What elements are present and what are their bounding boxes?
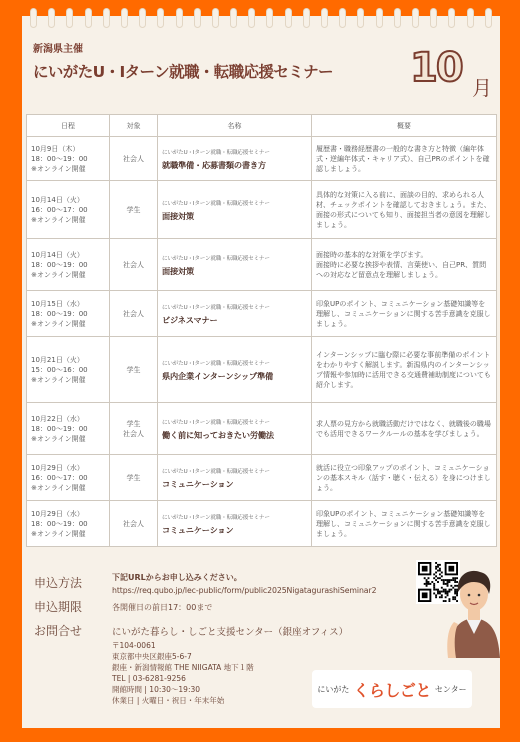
binder-ring bbox=[485, 8, 492, 28]
event-date: 10月15日（水） 18：00～19：00 ※オンライン開催 bbox=[27, 291, 110, 337]
event-name: コミュニケーション bbox=[162, 478, 234, 489]
binder-ring bbox=[85, 8, 92, 28]
table-row bbox=[27, 455, 497, 501]
event-target: 社会人 bbox=[110, 137, 158, 181]
event-summary: 具体的な対策に入る前に、面談の目的、求められる人材、チェックポイントを確認しておきましょう。また、面接の形式についても知り、面接担当者の意図を理解しましょう。 bbox=[312, 181, 497, 239]
binder-ring bbox=[212, 8, 219, 28]
event-target: 社会人 bbox=[110, 501, 158, 547]
table-row bbox=[27, 137, 497, 181]
table-row bbox=[27, 501, 497, 547]
logo-main: くらしごと bbox=[353, 680, 431, 700]
table-row bbox=[27, 403, 497, 455]
closed-days-line: 休業日 | 火曜日・祝日・年末年始 bbox=[112, 696, 225, 705]
table-row bbox=[27, 181, 497, 239]
table-header-row bbox=[27, 115, 497, 137]
person-illustration-icon bbox=[444, 562, 502, 658]
event-summary: 印象UPのポイント、コミュニケーション基礎知識等を理解し、コミュニケーションに関する苦手意識を克服しましょう。 bbox=[312, 291, 497, 337]
hours-line: 開館時間 | 10:30～19:30 bbox=[112, 685, 201, 694]
binder-ring bbox=[467, 8, 474, 28]
event-name-cell bbox=[158, 239, 312, 291]
table-row bbox=[27, 239, 497, 291]
event-name: 面接対策 bbox=[162, 265, 194, 276]
binder-ring bbox=[357, 8, 364, 28]
event-date: 10月14日（火） 18：00～19：00 ※オンライン開催 bbox=[27, 239, 110, 291]
event-name: 県内企業インターンシップ準備 bbox=[162, 370, 273, 381]
event-name-cell bbox=[158, 501, 312, 547]
binder-ring bbox=[376, 8, 383, 28]
event-date: 10月9日（木） 18：00～19：00 ※オンライン開催 bbox=[27, 137, 110, 181]
binder-ring bbox=[285, 8, 292, 28]
event-date: 10月22日（水） 18：00～19：00 ※オンライン開催 bbox=[27, 403, 110, 455]
seminar-title: にいがたU・Iターン就職・転職応援セミナー bbox=[33, 63, 333, 81]
event-date: 10月14日（火） 16：00～17：00 ※オンライン開催 bbox=[27, 181, 110, 239]
event-series: にいがたU・Iターン就職・転職応援セミナー bbox=[162, 514, 270, 521]
contact-name: にいがた暮らし・しごと支援センター（銀座オフィス） bbox=[112, 627, 349, 638]
logo-suffix: センター bbox=[434, 684, 467, 694]
contact-address bbox=[112, 640, 254, 706]
event-date: 10月29日（水） 18：00～19：00 ※オンライン開催 bbox=[27, 501, 110, 547]
binder-ring bbox=[30, 8, 37, 28]
event-name-cell bbox=[158, 337, 312, 403]
binder-ring bbox=[194, 8, 201, 28]
binder-ring bbox=[176, 8, 183, 28]
column-header-date: 日程 bbox=[27, 115, 110, 137]
event-series: にいがたU・Iターン就職・転職応援セミナー bbox=[162, 200, 270, 207]
address-line: 〒104-0061 bbox=[112, 641, 156, 650]
event-series: にいがたU・Iターン就職・転職応援セミナー bbox=[162, 468, 270, 475]
event-name: コミュニケーション bbox=[162, 524, 234, 535]
binder-ring bbox=[448, 8, 455, 28]
event-summary: 就活に役立つ印象アップのポイント、コミュニケーションの基本スキル（話す・聴く・伝える）を身につけましょう。 bbox=[312, 455, 497, 501]
apply-url-link[interactable]: https://req.qubo.jp/lec-public/form/public2025NigatagurashiSeminar2 bbox=[112, 586, 377, 595]
apply-note: 下記URLからお申し込みください。 bbox=[112, 573, 242, 582]
column-header-target: 対象 bbox=[110, 115, 158, 137]
event-summary: 履歴書・職務経歴書の一般的な書き方と特徴（編年体式・逆編年体式・キャリア式）、自己PRのポイントを確認しましょう。 bbox=[312, 137, 497, 181]
logo-prefix: にいがた bbox=[317, 684, 350, 694]
address-line: 東京都中央区銀座5-6-7 bbox=[112, 652, 192, 661]
table-row bbox=[27, 337, 497, 403]
event-name: 働く前に知っておきたい労働法 bbox=[162, 429, 274, 440]
event-date: 10月29日（水） 16：00～17：00 ※オンライン開催 bbox=[27, 455, 110, 501]
binder-ring bbox=[303, 8, 310, 28]
binder-ring bbox=[394, 8, 401, 28]
event-name: 就職準備・応募書類の書き方 bbox=[162, 159, 266, 170]
event-name-cell bbox=[158, 137, 312, 181]
table-row bbox=[27, 291, 497, 337]
binder-ring bbox=[230, 8, 237, 28]
binder-ring bbox=[48, 8, 55, 28]
binder-ring bbox=[339, 8, 346, 28]
event-series: にいがたU・Iターン就職・転職応援セミナー bbox=[162, 360, 270, 367]
deadline-text: 各開催日の前日17：00まで bbox=[112, 603, 213, 612]
event-series: にいがたU・Iターン就職・転職応援セミナー bbox=[162, 255, 270, 262]
binder-ring bbox=[121, 8, 128, 28]
binder-ring bbox=[412, 8, 419, 28]
event-series: にいがたU・Iターン就職・転職応援セミナー bbox=[162, 149, 270, 156]
binder-ring bbox=[157, 8, 164, 28]
seminar-schedule-table bbox=[26, 114, 497, 547]
event-summary: 面接時の基本的な対策を学びます。 面接時に必要な挨拶や表情、言葉使い、自己PR、質問への対応など留意点を理解しましょう。 bbox=[312, 239, 497, 291]
binder-ring bbox=[103, 8, 110, 28]
event-series: にいがたU・Iターン就職・転職応援セミナー bbox=[162, 419, 270, 426]
month-unit: 月 bbox=[472, 76, 492, 100]
month-number: 10 bbox=[410, 45, 462, 91]
kurashigoto-center-logo bbox=[312, 670, 472, 708]
event-summary: 求人票の見方から就職活動だけではなく、就職後の職場でも活用できるワークルールの基本を学びましょう。 bbox=[312, 403, 497, 455]
event-target: 社会人 bbox=[110, 291, 158, 337]
organizer-label: 新潟県主催 bbox=[33, 44, 83, 55]
deadline-label: 申込期限 bbox=[34, 600, 83, 614]
binder-ring bbox=[248, 8, 255, 28]
event-name-cell bbox=[158, 291, 312, 337]
binder-rings bbox=[30, 8, 492, 28]
event-target: 社会人 bbox=[110, 239, 158, 291]
contact-label: お問合せ bbox=[34, 624, 83, 638]
event-date: 10月21日（火） 15：00～16：00 ※オンライン開催 bbox=[27, 337, 110, 403]
binder-ring bbox=[266, 8, 273, 28]
binder-ring bbox=[66, 8, 73, 28]
event-name-cell bbox=[158, 455, 312, 501]
event-target: 学生 bbox=[110, 337, 158, 403]
phone-line: TEL | 03-6281-9256 bbox=[112, 674, 186, 683]
column-header-name: 名称 bbox=[158, 115, 312, 137]
binder-ring bbox=[430, 8, 437, 28]
address-line: 銀座・新潟情報館 THE NIIGATA 地下１階 bbox=[112, 663, 254, 672]
event-name-cell bbox=[158, 403, 312, 455]
binder-ring bbox=[321, 8, 328, 28]
column-header-summary: 概要 bbox=[312, 115, 497, 137]
event-summary: 印象UPのポイント、コミュニケーション基礎知識等を理解し、コミュニケーションに関する苦手意識を克服しましょう。 bbox=[312, 501, 497, 547]
event-name: ビジネスマナー bbox=[162, 314, 218, 325]
binder-ring bbox=[139, 8, 146, 28]
event-name-cell bbox=[158, 181, 312, 239]
event-target: 学生 社会人 bbox=[110, 403, 158, 455]
event-target: 学生 bbox=[110, 455, 158, 501]
event-series: にいがたU・Iターン就職・転職応援セミナー bbox=[162, 304, 270, 311]
event-name: 面接対策 bbox=[162, 210, 194, 221]
event-summary: インターンシップに臨む際に必要な事前準備のポイントをわかりやすく解説します。新潟県内のインターンシップ情報や参加時に活用できる交通費補助制度についても紹介します。 bbox=[312, 337, 497, 403]
apply-method-label: 申込方法 bbox=[34, 576, 83, 590]
event-target: 学生 bbox=[110, 181, 158, 239]
